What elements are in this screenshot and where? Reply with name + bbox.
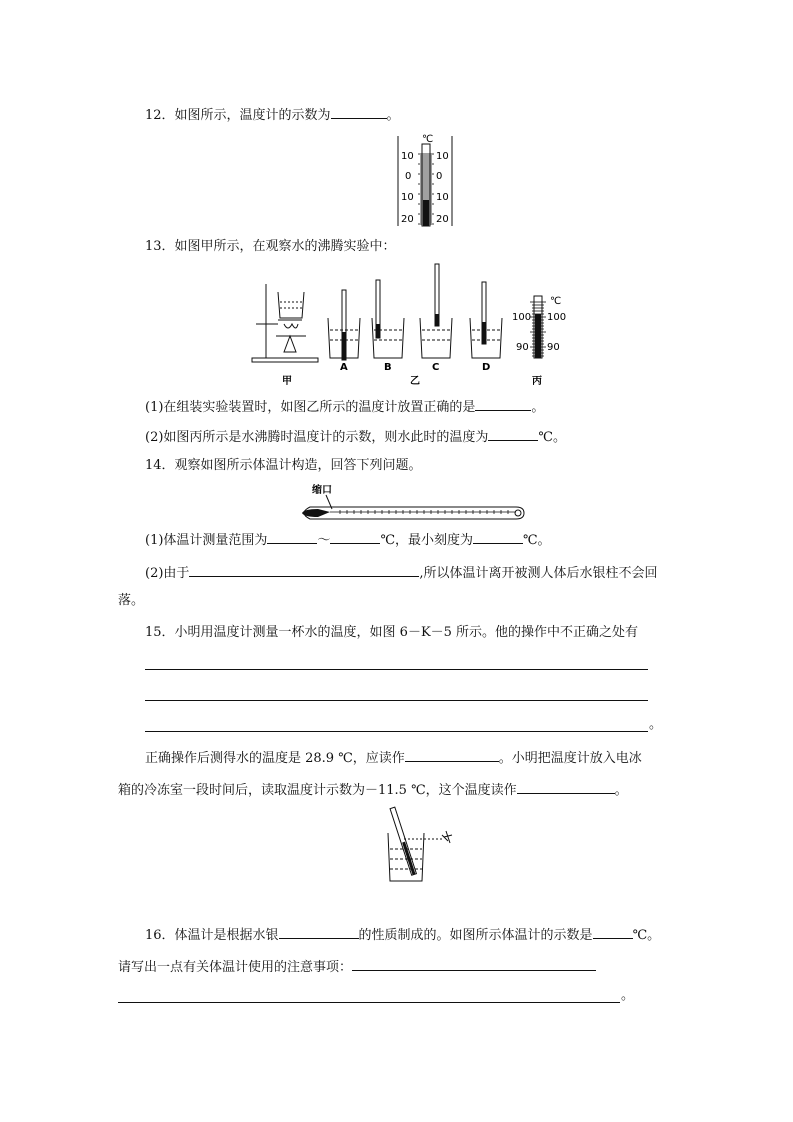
q12-right-tick-0: 10 [436,151,449,162]
q14-text: 14．观察如图所示体温计构造，回答下列问题。 [145,458,422,473]
q12-left-tick-3: 20 [401,214,414,225]
q16-text: 16．体温计是根据水银 的性质制成的。如图所示体温计的示数是 ℃。 [145,924,660,945]
q15-answer-line-1[interactable] [145,669,648,670]
q15-beaker-figure [370,805,460,885]
q12-thermometer-figure [395,130,457,230]
q12-right-tick-1: 0 [436,171,443,182]
q13-boiling-figure [250,262,567,388]
q12-left-tick-1: 0 [405,171,412,182]
stand-apparatus [252,284,318,362]
q13-sub2-blank[interactable] [488,426,538,441]
q14-range-max-blank[interactable] [330,529,380,544]
q14-sub2-cont: 落。 [118,593,145,608]
q13-sub2: (2)如图丙所示是水沸腾时温度计的示数，则水此时的温度为 ℃。 [145,426,566,447]
beaker-b [372,280,404,358]
q15-text: 15．小明用温度计测量一杯水的温度，如图 6－K－5 所示。他的操作中不正确之处有 [145,625,639,640]
q12-text: 12．如图所示，温度计的示数为 。 [145,104,400,125]
label-c: C [432,362,440,373]
q15-p3: 箱的冷冻室一段时间后，读取温度计示数为－11.5 ℃，这个温度读作 。 [118,779,628,800]
beaker-a [328,290,360,360]
q12-left-tick-0: 10 [401,151,414,162]
q13-tick-100-left: 100 [512,312,532,323]
q12-right-tick-3: 20 [436,214,449,225]
q14-range-min-blank[interactable] [267,529,317,544]
q13-tick-90-right: 90 [547,342,560,353]
label-bing: 丙 [532,376,542,387]
beaker-c [420,264,452,358]
q13-tick-90-left: 90 [516,342,529,353]
label-a: A [340,362,348,373]
q16-answer-line[interactable] [118,1002,620,1003]
q15-end: 。 [649,717,663,732]
q16-property-blank[interactable] [279,924,359,939]
label-b: B [384,362,392,373]
q12-left-tick-2: 10 [401,192,414,203]
label-neck: 缩口 [312,485,332,496]
label-d: D [482,362,491,373]
q14-resolution-blank[interactable] [473,529,523,544]
q16-end: 。 [621,988,635,1003]
q15-answer-line-3[interactable] [145,731,648,732]
q12-unit: ℃ [422,134,434,145]
q16-line2: 请写出一点有关体温计使用的注意事项： [118,956,596,977]
q16-notes-blank[interactable] [352,956,596,971]
q13-unit: ℃ [550,296,562,307]
label-yi: 乙 [410,376,420,387]
q15-read-blank-2[interactable] [517,779,615,794]
q14-sub2: (2)由于 ,所以体温计离开被测人体后水银柱不会回 [145,562,658,583]
bing-thermometer [512,296,566,358]
q15-answer-line-2[interactable] [145,700,648,701]
label-jia: 甲 [282,376,292,387]
q14-reason-blank[interactable] [189,562,419,577]
q13-sub1-blank[interactable] [475,396,531,411]
q13-sub1: (1)在组装实验装置时，如图乙所示的温度计放置正确的是 。 [145,396,544,417]
q15-p2: 正确操作后测得水的温度是 28.9 ℃，应读作 。小明把温度计放入电冰 [145,747,642,768]
q13-text: 13．如图甲所示，在观察水的沸腾实验中： [145,239,396,254]
q16-reading-blank[interactable] [593,924,633,939]
q15-read-blank-1[interactable] [405,747,499,762]
q14-clinical-thermometer [296,483,528,523]
q13-tick-100-right: 100 [547,312,567,323]
beaker-d [470,282,502,358]
q12-right-tick-2: 10 [436,192,449,203]
q14-sub1: (1)体温计测量范围为 ～ ℃，最小刻度为 ℃。 [145,529,551,550]
q12-answer-blank[interactable] [331,104,387,119]
